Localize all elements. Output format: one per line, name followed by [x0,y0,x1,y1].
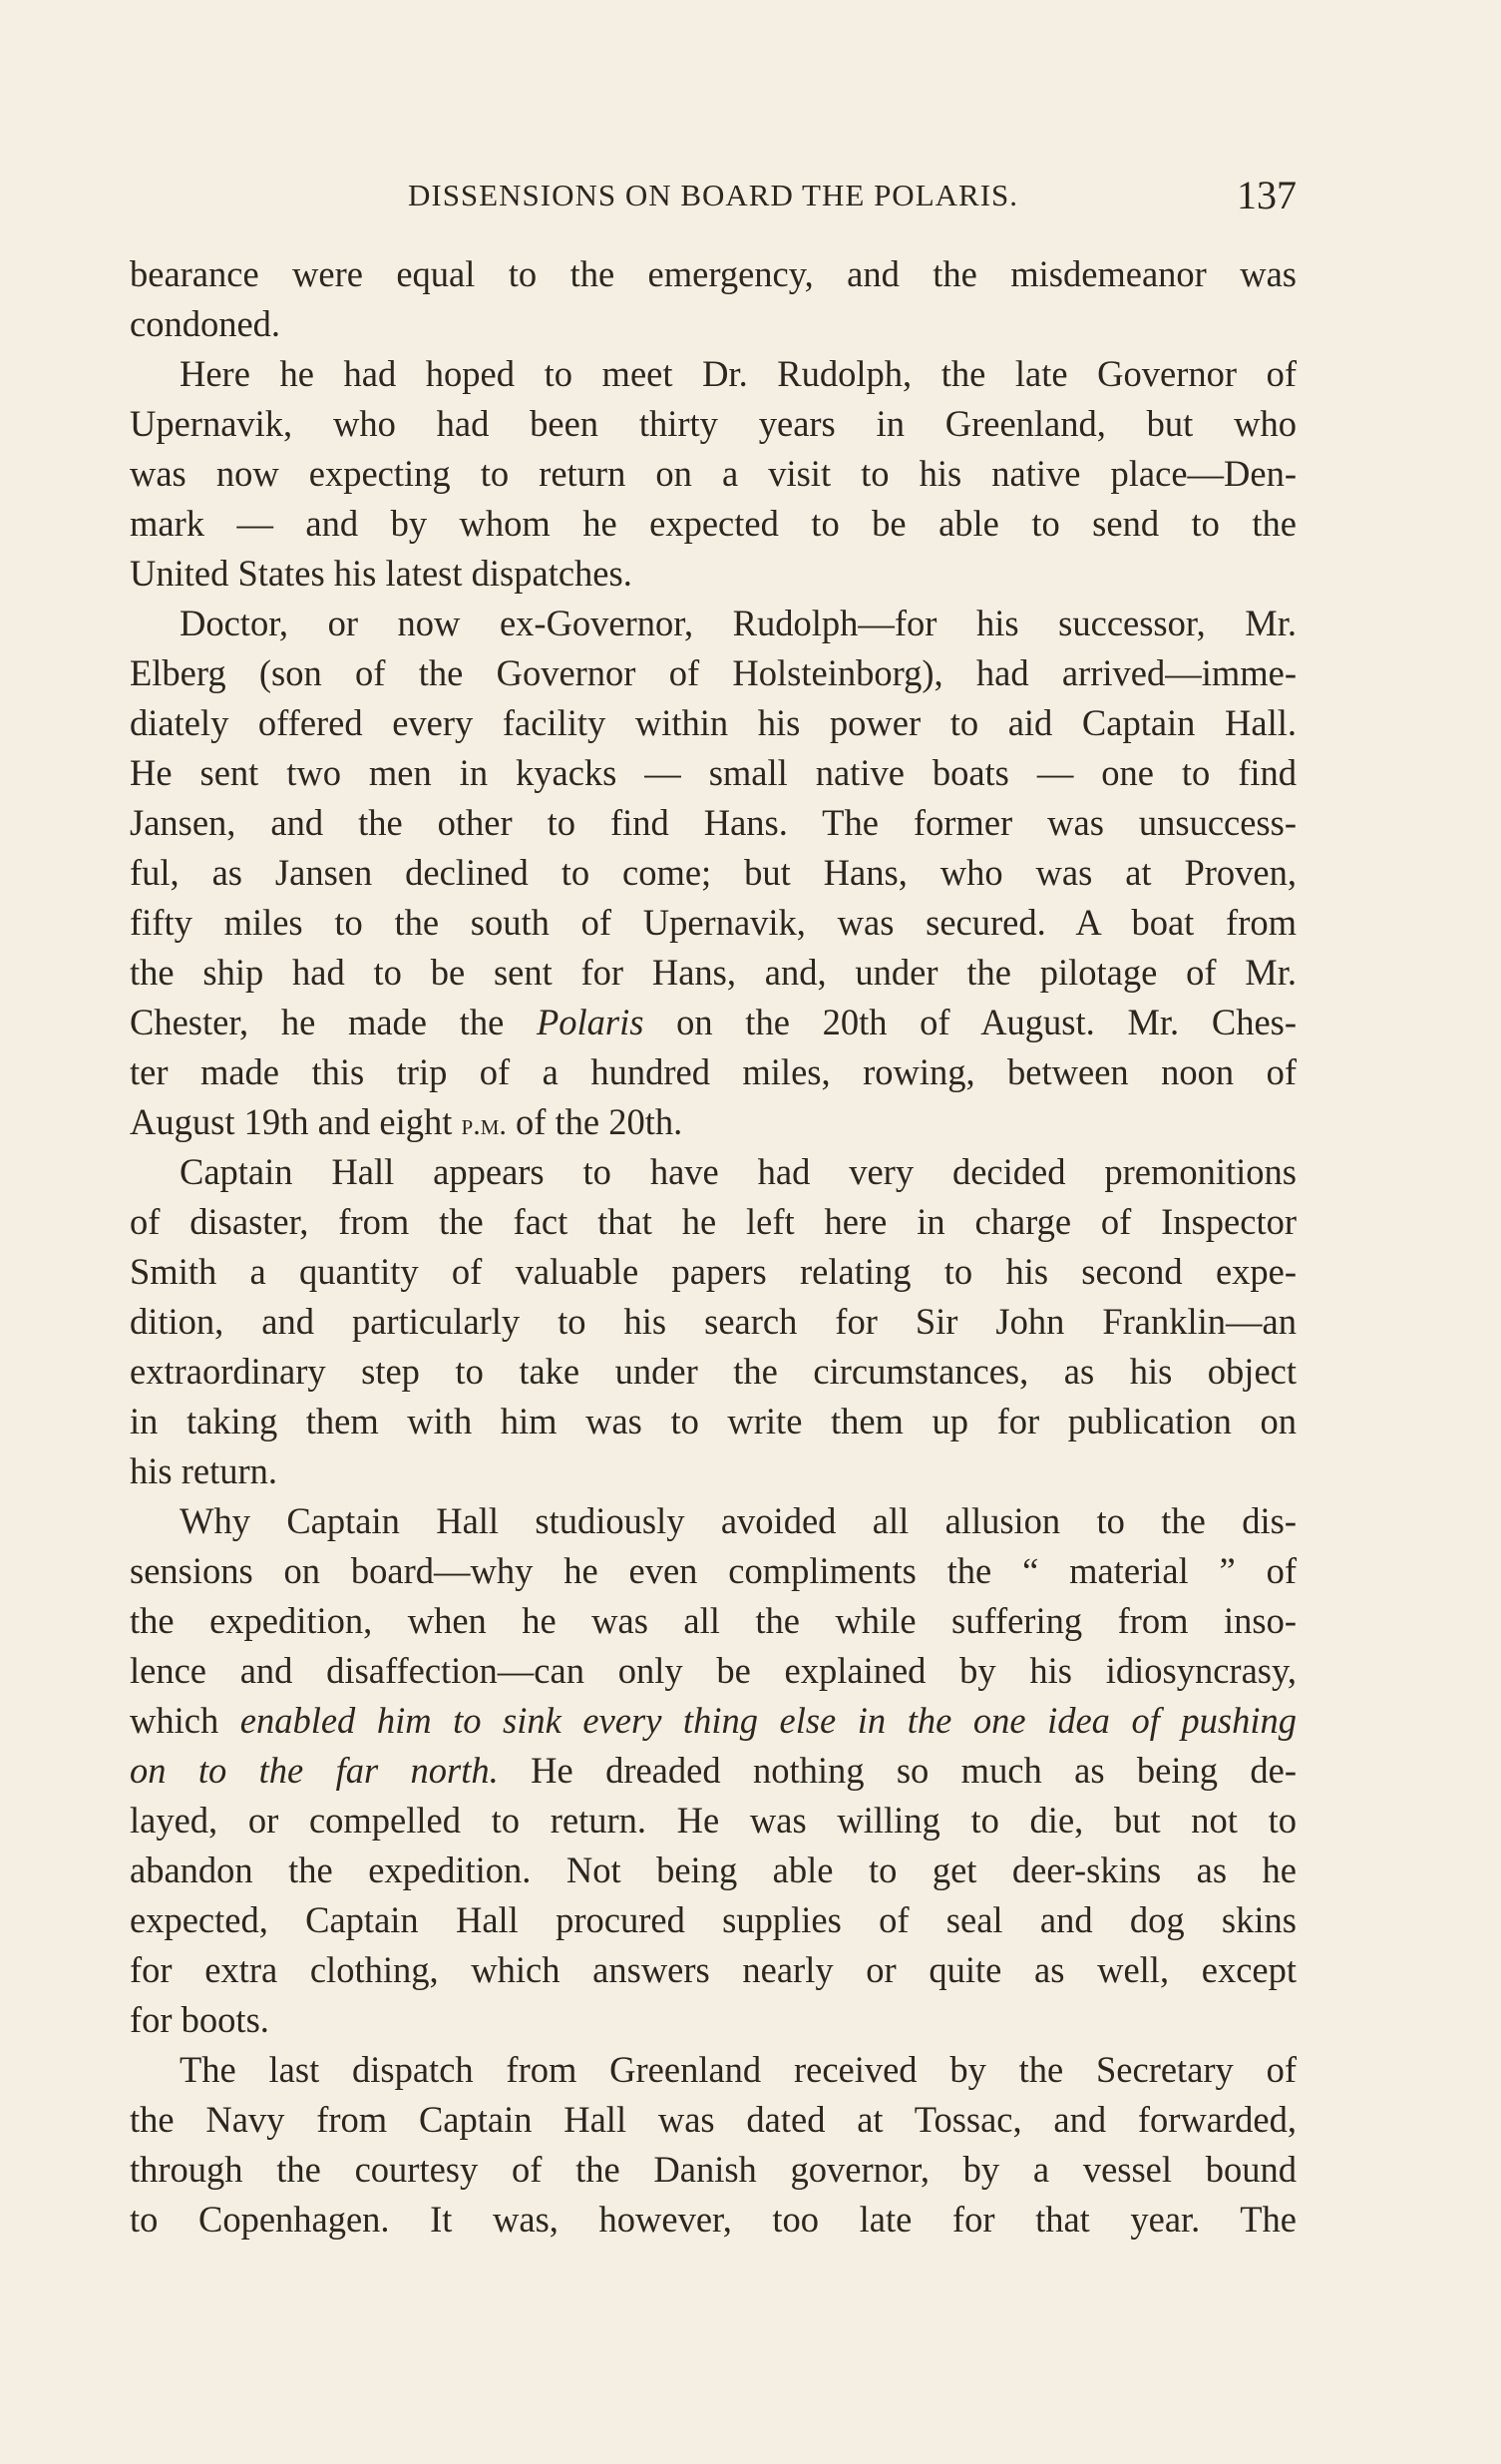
text-line: layed, or compelled to return. He was willing to die, but not to [130,1800,1297,1841]
text-run: August 19th and eight [130,1101,462,1142]
text-line: was now expecting to return on a visit to his native place—Den- [130,453,1297,494]
text-line: Why Captain Hall studiously avoided all allusion to the dis- [180,1500,1297,1541]
text-line: the expedition, when he was all the while suffering from inso- [130,1600,1297,1641]
text-line: the ship had to be sent for Hans, and, under the pilotage of Mr. [130,952,1297,993]
text-line: Elberg (son of the Governor of Holsteinborg), had arrived—imme- [130,652,1297,693]
italic-emphasis: on to the far north. [130,1750,499,1791]
text-line: through the courtesy of the Danish governor, by a vessel bound [130,2149,1297,2190]
text-run: He dreaded nothing so much as being de- [498,1750,1297,1791]
text-line: mark — and by whom he expected to be able to send to the [130,503,1297,544]
text-line: the Navy from Captain Hall was dated at Tossac, and forwarded, [130,2099,1297,2140]
text-line: extraordinary step to take under the circumstances, as his object [130,1351,1297,1392]
italic-emphasis: enabled him to sink every thing else in the one idea of pushing [239,1700,1297,1741]
text-line: for extra clothing, which answers nearly or quite as well, except [130,1949,1297,1990]
text-line: fifty miles to the south of Upernavik, was secured. A boat from [130,902,1297,943]
text-line: condoned. [130,303,281,344]
text-line: ful, as Jansen declined to come; but Hans, who was at Proven, [130,852,1297,893]
text-line: bearance were equal to the emergency, and the misdemeanor was [130,253,1297,294]
text-run: which [130,1700,240,1741]
text-line: his return. [130,1450,277,1491]
text-line: United States his latest dispatches. [130,553,632,594]
text-line: for boots. [130,1999,269,2040]
text-line: lence and disaffection—can only be explained by his idiosyncrasy, [130,1650,1297,1691]
text-line: diately offered every facility within his power to aid Captain Hall. [130,702,1297,743]
text-line [130,998,1297,1047]
text-line: ter made this trip of a hundred miles, rowing, between noon of [130,1051,1297,1092]
text-line: of disaster, from the fact that he left here in charge of Inspector [130,1201,1297,1242]
text-line [130,1696,1297,1746]
running-head [130,172,1297,221]
text-line: in taking them with him was to write them up for publication on [130,1401,1297,1441]
text-line: expected, Captain Hall procured supplies of seal and dog skins [130,1899,1297,1940]
text-line [130,1097,1297,1147]
text-run: on the 20th of August. Mr. Ches- [643,1002,1298,1042]
body-text [130,249,1297,2245]
text-line: He sent two men in kyacks — small native boats — one to find [130,752,1297,793]
text-line: Smith a quantity of valuable papers relating to his second expe- [130,1251,1297,1292]
text-line: Doctor, or now ex-Governor, Rudolph—for his successor, Mr. [180,603,1297,643]
text-line: to Copenhagen. It was, however, too late for that year. The [130,2199,1297,2240]
text-run: Chester, he made the [130,1002,537,1042]
italic-ship-name: Polaris [536,1002,644,1042]
smallcaps-time: p.m. [461,1108,507,1141]
text-line: abandon the expedition. Not being able to get deer-skins as he [130,1849,1297,1890]
text-line: The last dispatch from Greenland received by the Secretary of [180,2049,1297,2090]
running-title: DISSENSIONS ON BOARD THE POLARIS. [407,178,1019,212]
text-run: of the 20th. [506,1101,683,1142]
page-number: 137 [1237,173,1297,217]
text-line: Jansen, and the other to find Hans. The former was unsuccess- [130,802,1297,843]
text-line: dition, and particularly to his search for Sir John Franklin—an [130,1301,1297,1342]
text-line: sensions on board—why he even compliments the “ material ” of [130,1550,1297,1591]
text-line [130,1746,1297,1796]
text-line: Here he had hoped to meet Dr. Rudolph, the late Governor of [180,353,1297,394]
text-line: Upernavik, who had been thirty years in Greenland, but who [130,403,1297,444]
text-line: Captain Hall appears to have had very decided premonitions [180,1151,1297,1192]
